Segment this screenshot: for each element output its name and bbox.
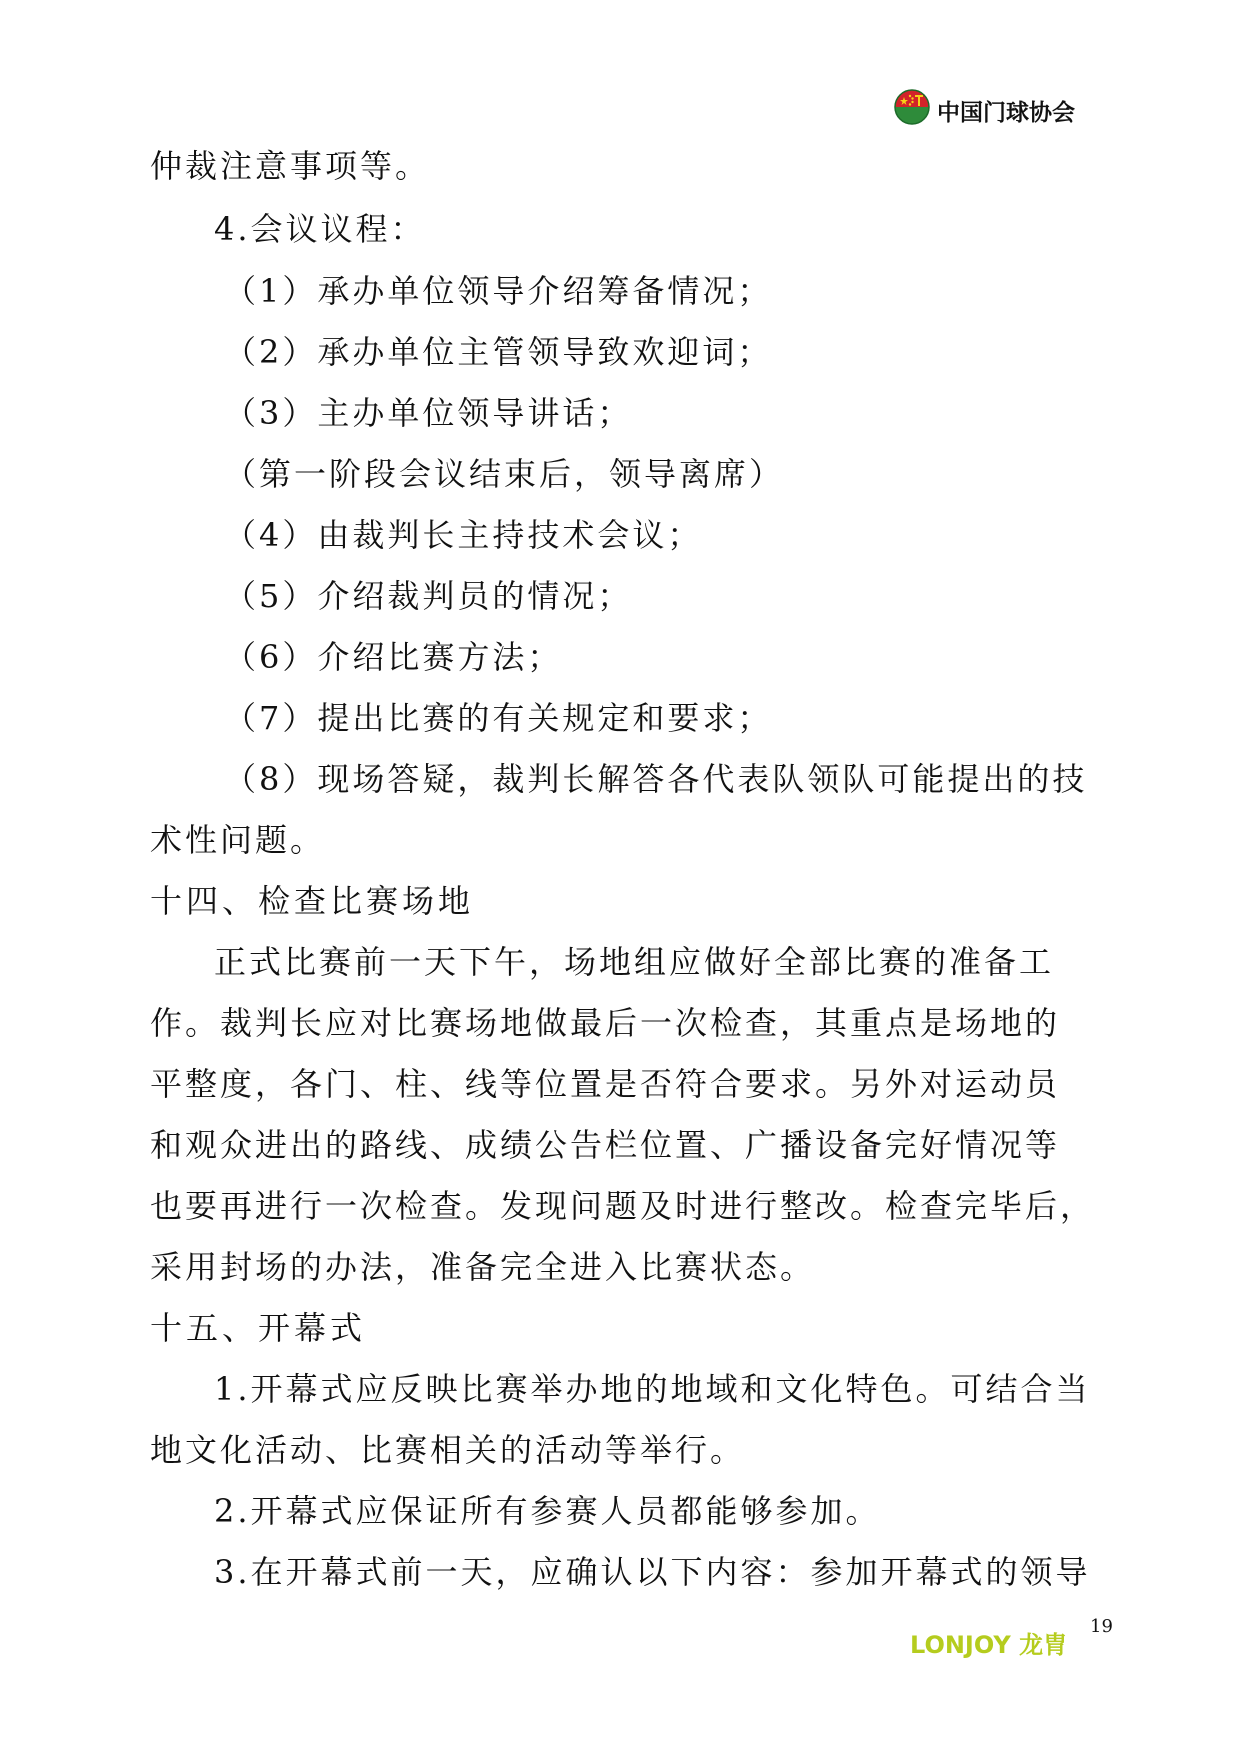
text-line: 和观众进出的路线、成绩公告栏位置、广播设备完好情况等 [150, 1126, 1061, 1164]
section-heading: 十四、检查比赛场地 [150, 882, 475, 920]
list-item: （4）由裁判长主持技术会议； [224, 516, 703, 554]
text-line: 4.会议议程： [214, 210, 426, 248]
text-line: 作。裁判长应对比赛场地做最后一次检查，其重点是场地的 [150, 1004, 1061, 1042]
list-item: （6）介绍比赛方法； [224, 638, 563, 676]
section-heading: 十五、开幕式 [150, 1309, 367, 1347]
list-item: （5）介绍裁判员的情况； [224, 577, 633, 615]
text-line: 也要再进行一次检查。发现问题及时进行整改。检查完毕后， [150, 1187, 1096, 1225]
text-line: （第一阶段会议结束后，领导离席） [224, 455, 785, 493]
list-item: （1）承办单位领导介绍筹备情况； [224, 272, 773, 310]
list-item: （3）主办单位领导讲话； [224, 394, 633, 432]
footer-brand-logo: LONJOY 龙胄 [910, 1631, 1068, 1659]
text-line: 3.在开幕式前一天，应确认以下内容：参加开幕式的领导 [214, 1553, 1091, 1591]
page-number: 19 [1090, 1616, 1113, 1637]
list-item: （7）提出比赛的有关规定和要求； [224, 699, 773, 737]
text-line: 术性问题。 [150, 821, 326, 859]
text-line: 平整度，各门、柱、线等位置是否符合要求。另外对运动员 [150, 1065, 1061, 1103]
text-line: 采用封场的办法，准备完全进入比赛状态。 [150, 1248, 816, 1286]
text-line: 地文化活动、比赛相关的活动等举行。 [150, 1431, 746, 1469]
list-item: （8）现场答疑，裁判长解答各代表队领队可能提出的技 [224, 760, 1088, 798]
list-item: （2）承办单位主管领导致欢迎词； [224, 333, 773, 371]
org-name: 中国门球协会 [937, 100, 1075, 126]
text-line: 正式比赛前一天下午，场地组应做好全部比赛的准备工 [214, 943, 1055, 981]
gateball-association-emblem-icon [893, 88, 931, 126]
text-line: 1.开幕式应反映比赛举办地的地域和文化特色。可结合当 [214, 1370, 1091, 1408]
text-line: 仲裁注意事项等。 [150, 147, 431, 185]
header-logo [893, 86, 1137, 132]
text-line: 2.开幕式应保证所有参赛人员都能够参加。 [214, 1492, 881, 1530]
